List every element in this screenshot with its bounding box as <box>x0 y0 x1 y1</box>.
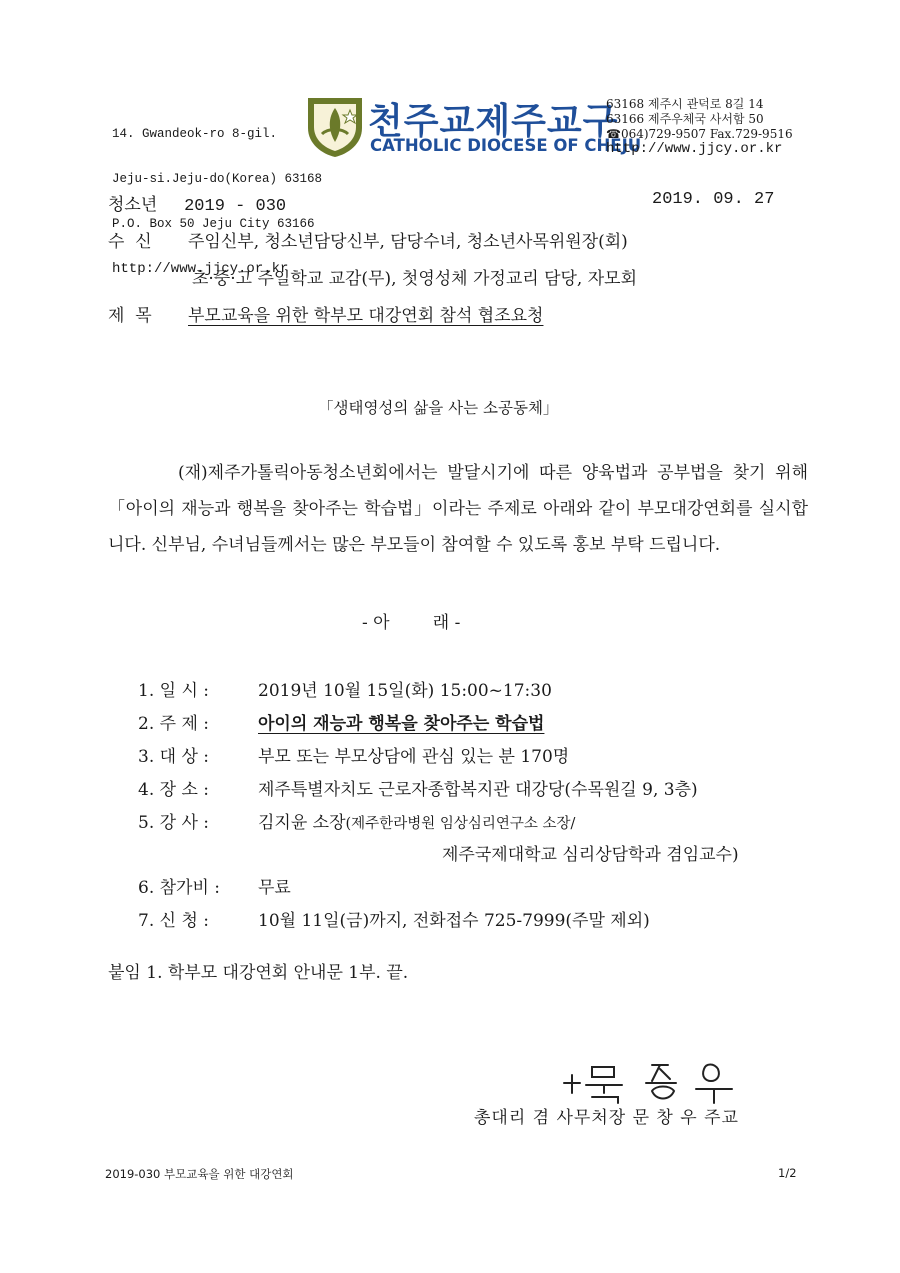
item-label: 1. 일 시 : <box>138 681 210 701</box>
item-value: 제주특별자치도 근로자종합복지관 대강당(수목원길 9, 3층) <box>258 780 698 800</box>
list-item <box>138 742 569 767</box>
item-note: 제주국제대학교 심리상담학과 겸임교수) <box>442 845 739 865</box>
item-label: 7. 신 청 : <box>138 911 210 931</box>
list-item <box>138 808 575 833</box>
item-label: 4. 장 소 : <box>138 780 210 800</box>
subject-label: 제 목 <box>108 306 152 326</box>
sender-address-ko <box>606 97 793 157</box>
address-en-line: Jeju-si.Jeju-do(Korea) 63168 <box>112 172 323 186</box>
address-en-line: 14. Gwandeok-ro 8-gil. <box>112 127 278 141</box>
document-number-value: 2019 - 030 <box>184 197 287 216</box>
item-value: 10월 11일(금)까지, 전화접수 725-7999(주말 제외) <box>258 911 650 931</box>
diocese-name-en: CATHOLIC DIOCESE OF CHEJU <box>370 136 642 155</box>
list-item <box>138 873 291 898</box>
item-value: 아이의 재능과 행복을 찾아주는 학습법 <box>258 714 545 734</box>
item-note: (제주한라병원 임상심리연구소 소장/ <box>345 816 576 832</box>
recipient-label: 수 신 <box>108 232 152 252</box>
signer-name: 총대리 겸 사무처장 문 창 우 주교 <box>474 1108 739 1128</box>
list-item <box>138 676 552 701</box>
recipient-line: 초·중·고 주일학교 교감(무), 첫영성체 가정교리 담당, 자모회 <box>192 269 638 289</box>
list-item <box>138 709 544 734</box>
body-paragraph <box>108 455 808 563</box>
diocese-logo-icon <box>304 94 366 158</box>
website-link[interactable]: http://www.jjcy.or.kr <box>606 141 783 157</box>
item-value: 2019년 10월 15일(화) 15:00~17:30 <box>258 681 552 701</box>
item-label: 6. 참가비 : <box>138 878 221 898</box>
item-label: 2. 주 제 : <box>138 714 210 734</box>
list-item <box>138 775 698 800</box>
page-number: 1/2 <box>778 1166 797 1180</box>
address-ko-line: ☎064)729-9507 Fax.729-9516 <box>606 127 793 141</box>
item-value: 부모 또는 부모상담에 관심 있는 분 170명 <box>258 747 570 767</box>
list-item <box>138 906 650 931</box>
document-number-label: 청소년 <box>108 195 158 215</box>
document-number <box>108 190 286 216</box>
attachment-note: 붙임 1. 학부모 대강연회 안내문 1부. 끝. <box>108 963 409 983</box>
motto: 「생태영성의 삶을 사는 소공동체」 <box>318 399 559 417</box>
address-en-line: P.O. Box 50 Jeju City 63166 <box>112 217 315 231</box>
item-label: 5. 강 사 : <box>138 813 210 833</box>
diocese-name-ko: 천주교제주교구 <box>368 101 619 142</box>
recipient-line: 주임신부, 청소년담당신부, 담당수녀, 청소년사목위원장(회) <box>188 232 628 252</box>
body-text: (재)제주가톨릭아동청소년회에서는 발달시기에 따른 양육법과 공부법을 찾기 위해「아이의 재능과 행복을 찾아주는 학습법」이라는 주제로 아래와 같이 부모대강연회를 실시합니다. 신부님, 수녀님들께서는 많은 부모들이 참여할 수 있도록 홍보 부탁 드립니다. <box>108 463 808 555</box>
item-value: 김지윤 소장 <box>258 813 346 833</box>
details-heading: - 아 래 - <box>362 613 461 633</box>
document-date: 2019. 09. 27 <box>652 190 775 209</box>
address-ko-line: 63166 제주우체국 사서함 50 <box>606 112 764 126</box>
item-value: 무료 <box>258 878 291 898</box>
subject-title: 부모교육을 위한 학부모 대강연회 참석 협조요청 <box>188 306 544 326</box>
item-label: 3. 대 상 : <box>138 747 210 767</box>
handwritten-signature <box>556 1055 746 1107</box>
address-ko-line: 63168 제주시 관덕로 8길 14 <box>606 97 764 111</box>
website-link[interactable]: http://www.jjcy.or.kr <box>112 261 289 277</box>
footer-document-title: 2019-030 부모교육을 위한 대강연회 <box>105 1167 294 1181</box>
